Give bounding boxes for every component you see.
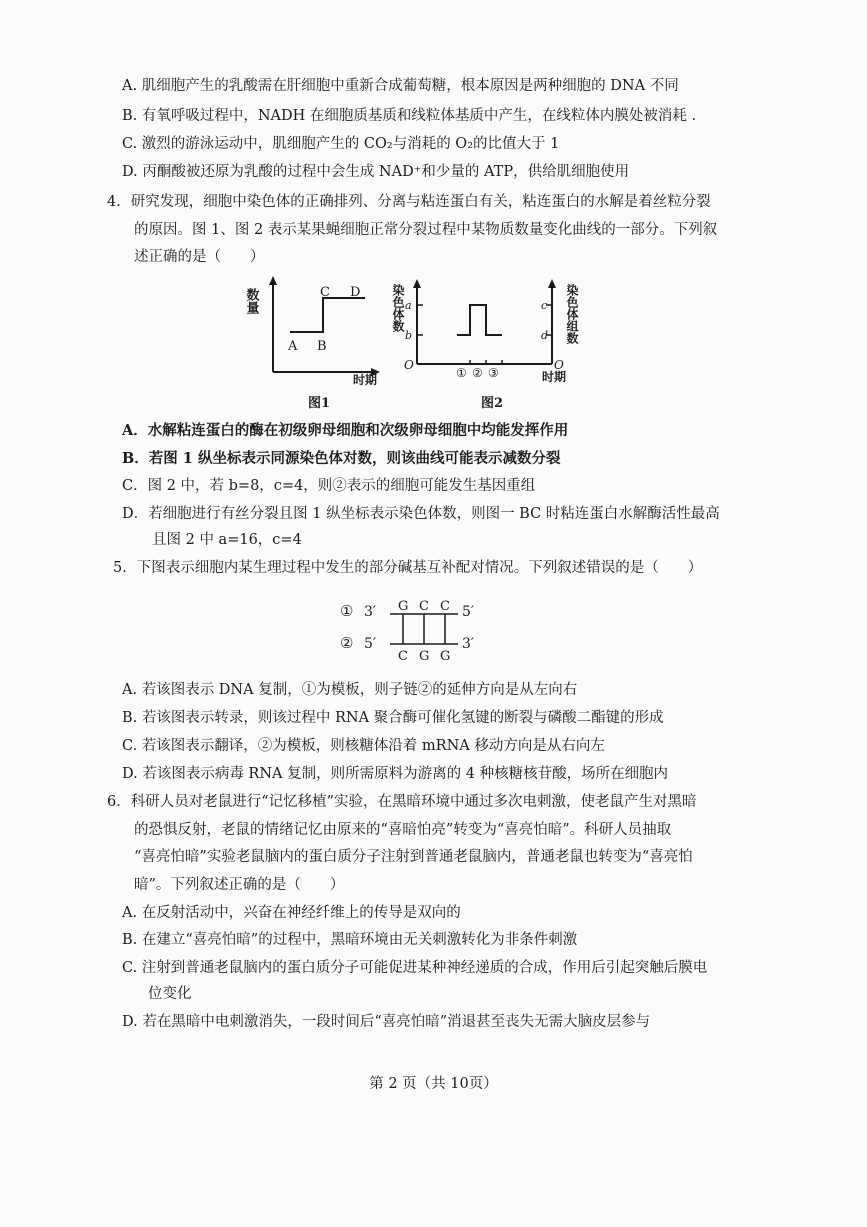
- q6-option-a: A. 在反射活动中，兴奋在神经纤维上的传导是双向的: [122, 905, 461, 921]
- fig2-origin-left: O: [404, 358, 414, 372]
- q6-option-b: B. 在建立“喜亮怕暗”的过程中，黑暗环境由无关刺激转化为非条件刺激: [122, 932, 578, 948]
- page-footer: 第 2 页（共 10页）: [369, 1076, 498, 1092]
- fig1-ylabel: 数量: [243, 288, 259, 314]
- q5-strand2-base-1: C: [398, 649, 408, 664]
- q5-option-d: D. 若该图表示病毒 RNA 复制，则所需原料为游离的 4 种核糖核苷酸，场所在细胞内: [122, 766, 669, 782]
- fig2-caption: 图2: [481, 396, 504, 411]
- q4-option-c: C．图 2 中，若 b=8，c=4，则②表示的细胞可能发生基因重组: [122, 478, 536, 494]
- fig2-mark-3: ③: [488, 366, 499, 380]
- fig1-label-b: B: [317, 339, 327, 354]
- q4-option-b: B．若图 1 纵坐标表示同源染色体对数，则该曲线可能表示减数分裂: [122, 450, 561, 467]
- q5-strand1-base-2: C: [419, 599, 429, 614]
- q6-option-c-line2: 位变化: [148, 986, 192, 1002]
- q5-strand2-left-end: 5′: [364, 636, 377, 652]
- fig1-label-d: D: [350, 285, 361, 300]
- fig1-label-c: C: [320, 285, 330, 300]
- fig1-label-a: A: [288, 339, 298, 354]
- fig1-caption: 图1: [308, 396, 331, 411]
- fig2-tick-b: b: [405, 329, 413, 342]
- q5-base-pairing-diagram: [340, 596, 500, 664]
- q4-stem-line3: 述正确的是（ ）: [134, 249, 265, 265]
- q5-option-c: C. 若该图表示翻译，②为模板，则核糖体沿着 mRNA 移动方向是从右向左: [122, 738, 605, 754]
- q5-strand1-number: ①: [340, 602, 354, 620]
- q3-option-c: C. 激烈的游泳运动中，肌细胞产生的 CO₂与消耗的 O₂的比值大于 1: [122, 136, 560, 152]
- q5-option-b: B. 若该图表示转录，则该过程中 RNA 聚合酶可催化氢键的断裂与磷酸二酯键的形成: [122, 710, 664, 726]
- q4-option-d-line1: D．若细胞进行有丝分裂且图 1 纵坐标表示染色体数，则图一 BC 时粘连蛋白水解酶活性最高: [122, 506, 720, 522]
- fig1-curve: [290, 298, 365, 332]
- fig2-curve: [457, 305, 502, 335]
- q6-stem-line2: 的恐惧反射，老鼠的情绪记忆由原来的“喜暗怕亮”转变为“喜亮怕暗”。科研人员抽取: [134, 822, 672, 838]
- q5-strand2-base-3: G: [440, 649, 451, 664]
- fig2-xlabel: 时期: [542, 370, 567, 384]
- q4-stem-line1: 4．研究发现，细胞中染色体的正确排列、分离与粘连蛋白有关，粘连蛋白的水解是着丝粒分裂: [107, 194, 711, 210]
- q6-option-c-line1: C. 注射到普通老鼠脑内的蛋白质分子可能促进某种神经递质的合成，作用后引起突触后膜电: [122, 960, 708, 976]
- fig1-xlabel: 时期: [353, 373, 378, 387]
- q5-strand1-left-end: 3′: [364, 604, 377, 620]
- q5-stem: 5．下图表示细胞内某生理过程中发生的部分碱基互补配对情况。下列叙述错误的是（ ）: [113, 560, 703, 576]
- fig2-tick-a: a: [405, 299, 412, 312]
- q4-option-d-line2: 且图 2 中 a=16，c=4: [152, 532, 302, 548]
- q4-figure-1: [243, 274, 390, 412]
- q5-option-a: A. 若该图表示 DNA 复制，①为模板，则子链②的延伸方向是从左向右: [122, 682, 578, 698]
- q6-stem-line1: 6．科研人员对老鼠进行“记忆移植”实验，在黑暗环境中通过多次电刺激，使老鼠产生对黑暗: [107, 794, 697, 810]
- fig2-ylabel-right: 染色体组数: [565, 284, 579, 344]
- q6-stem-line4: 暗”。下列叙述正确的是（ ）: [134, 877, 345, 893]
- fig2-mark-1: ①: [456, 366, 467, 380]
- q3-option-d: D. 丙酮酸被还原为乳酸的过程中会生成 NAD⁺和少量的 ATP，供给肌细胞使用: [122, 164, 630, 180]
- q3-option-b: B. 有氧呼吸过程中，NADH 在细胞质基质和线粒体基质中产生，在线粒体内膜处被消耗 .: [122, 108, 697, 124]
- fig2-tick-c: c: [541, 299, 548, 312]
- q6-option-d: D. 若在黑暗中电刺激消失，一段时间后“喜亮怕暗”消退甚至丧失无需大脑皮层参与: [122, 1014, 651, 1030]
- q5-strand1-right-end: 5′: [462, 604, 475, 620]
- fig2-origin-right: O: [554, 358, 564, 372]
- q5-strand1-base-3: C: [440, 599, 450, 614]
- q4-option-a: A．水解粘连蛋白的酶在初级卵母细胞和次级卵母细胞中均能发挥作用: [122, 422, 569, 439]
- q5-strand2-number: ②: [340, 634, 354, 652]
- fig2-mark-2: ②: [472, 366, 483, 380]
- q5-strand1-base-1: G: [398, 599, 409, 614]
- q4-stem-line2: 的原因。图 1、图 2 表示某果蝇细胞正常分裂过程中某物质数量变化曲线的一部分。下列叙: [134, 222, 718, 238]
- q3-option-a: A. 肌细胞产生的乳酸需在肝细胞中重新合成葡萄糖，根本原因是两种细胞的 DNA 不同: [122, 78, 679, 94]
- q5-strand2-base-2: G: [419, 649, 430, 664]
- q5-strand2-right-end: 3′: [462, 636, 475, 652]
- q4-figure-2: [390, 274, 590, 412]
- fig2-ylabel-left: 染色体数: [391, 284, 405, 332]
- q6-stem-line3: “喜亮怕暗”实验老鼠脑内的蛋白质分子注射到普通老鼠脑内，普通老鼠也转变为“喜亮怕: [134, 849, 693, 865]
- fig2-tick-d: d: [541, 329, 549, 342]
